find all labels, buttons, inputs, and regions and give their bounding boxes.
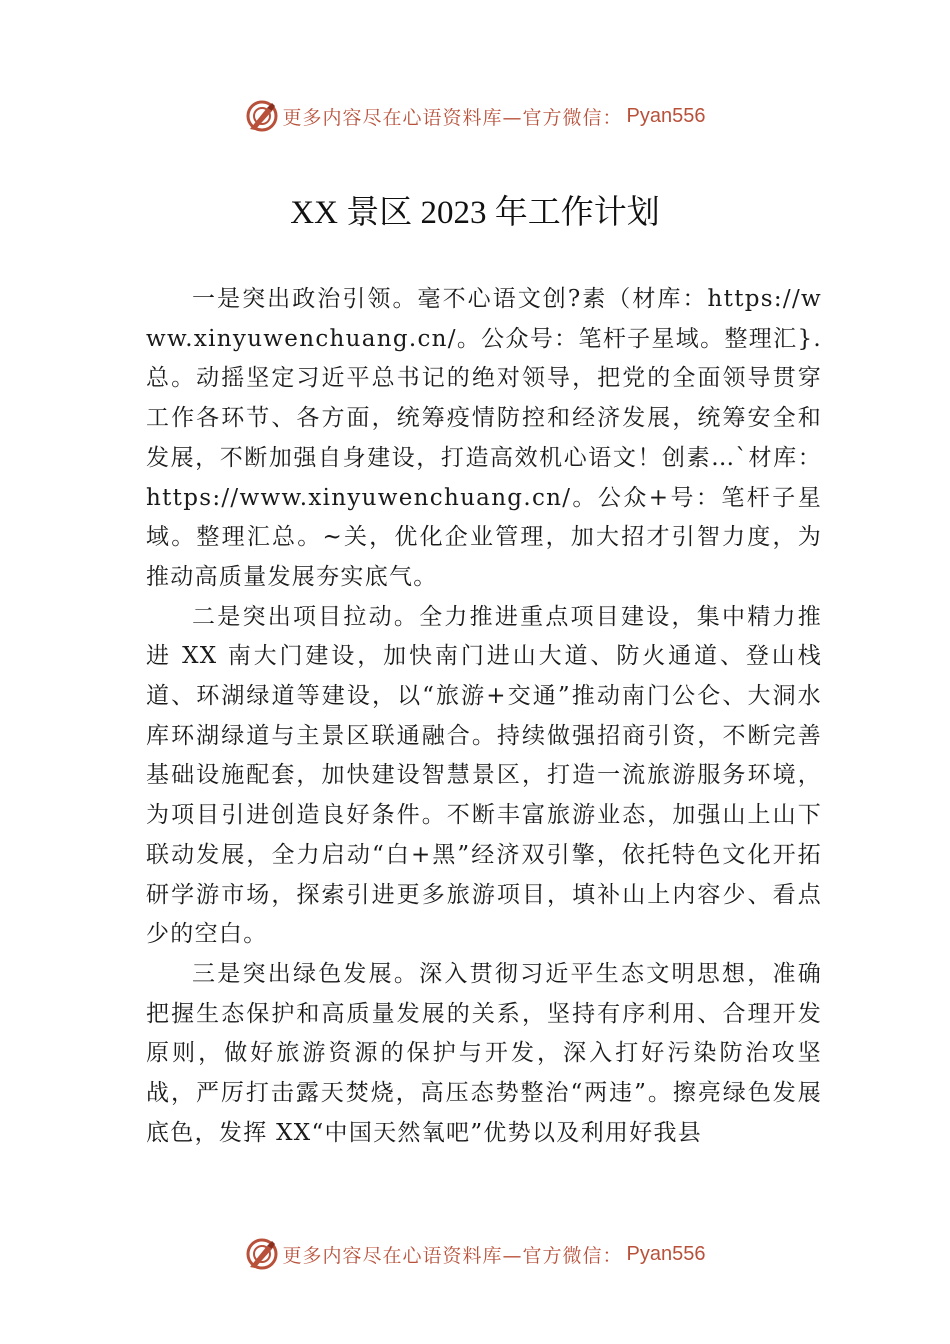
- watermark-text: 更多内容尽在心语资料库—官方微信：: [282, 1244, 623, 1267]
- watermark-banner-bottom: [0, 1234, 950, 1274]
- pen-logo-icon: [245, 1237, 279, 1271]
- watermark-text: 更多内容尽在心语资料库—官方微信：: [282, 106, 623, 129]
- watermark-wechat-id: Pyan556: [626, 104, 706, 127]
- pen-logo-icon: [245, 99, 279, 133]
- paragraph-2: 二是突出项目拉动。全力推进重点项目建设，集中精力推进 XX 南大门建设，加快南门进山大道、防火通道、登山栈道、环湖绿道等建设，以“旅游+交通”推动南门公仑、大洞水库环湖绿道与主景区联通融合。持续做强招商引资，不断完善基础设施配套，加快建设智慧景区，打造一流旅游服务环境，为项目引进创造良好条件。不断丰富旅游业态，加强山上山下联动发展，全力启动“白+黑”经济双引擎，依托特色文化开拓研学游市场，探索引进更多旅游项目，填补山上内容少、看点少的空白。: [146, 603, 822, 948]
- paragraph-3: 三是突出绿色发展。深入贯彻习近平生态文明思想，准确把握生态保护和高质量发展的关系，坚持有序利用、合理开发原则，做好旅游资源的保护与开发，深入打好污染防治攻坚战，严厉打击露天焚烧，高压态势整治“两违”。擦亮绿色发展底色，发挥 XX“中国天然氧吧”优势以及利用好我县: [146, 960, 822, 1146]
- paragraph-1: 一是突出政治引领。毫不心语文创?素（材库：https://www.xinyuwenchuang.cn/。公众号：笔杆子星域。整理汇}.总。动摇坚定习近平总书记的绝对领导，把党的全面领导贯穿工作各环节、各方面，统筹疫情防控和经济发展，统筹安全和发展，不断加强自身建设，打造高效机心语文！创素…`材库：https://www.xinyuwenchuang.cn/。公众+号：笔杆子星域。整理汇总。~关，优化企业管理，加大招才引智力度，为推动高质量发展夯实底气。: [146, 286, 822, 590]
- document-title: XX 景区 2023 年工作计划: [290, 195, 660, 231]
- document-body: [146, 280, 822, 1153]
- watermark-wechat-id: Pyan556: [626, 1242, 706, 1265]
- watermark-banner-top: [0, 96, 950, 136]
